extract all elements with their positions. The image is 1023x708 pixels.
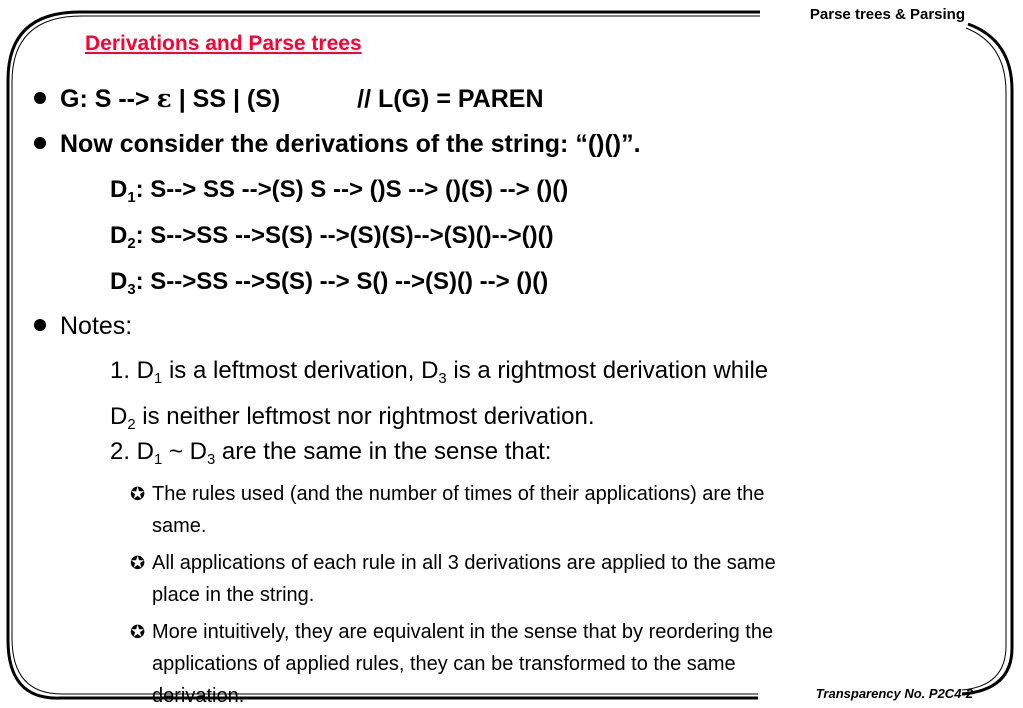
derivation-d1: $D_1$: S--> SS -->(S) S --> ()S --> ()(S) --> ()() bbox=[110, 176, 569, 207]
star-in-circle-icon: ✪ bbox=[130, 622, 146, 642]
notes-heading: Notes: bbox=[60, 312, 133, 340]
sub-point-1: ✪ The rules used (and the number of times of their applications) are the same. bbox=[130, 478, 975, 542]
note-2: 2. $D_1$ ~ $D_3$ are the same in the sense that: bbox=[110, 438, 552, 469]
header-label: Parse trees & Parsing bbox=[809, 6, 965, 23]
derivation-d3: $D_3$: S-->SS -->S(S) --> S() -->(S)() --> ()() bbox=[110, 268, 549, 299]
note-1: 1. $D_1$ is a leftmost derivation, $D_3$ is a rightmost derivation while $D_2$ is neither leftmost nor rightmost derivation. bbox=[110, 357, 769, 434]
filled-circle-bullet-icon bbox=[34, 137, 46, 149]
sub-point-3: ✪ More intuitively, they are equivalent in the sense that by reordering the applications of applied rules, they can be transformed to the same derivation. bbox=[130, 616, 975, 708]
filled-circle-bullet-icon bbox=[34, 319, 46, 331]
filled-circle-bullet-icon bbox=[34, 92, 46, 104]
grammar-lhs: G: S --> bbox=[60, 85, 150, 113]
bullet-grammar bbox=[34, 84, 544, 114]
derivation-d2: $D_2$: S-->SS -->S(S) -->(S)(S)-->(S)()-->()() bbox=[110, 222, 554, 253]
grammar-rhs: | SS | (S) bbox=[178, 85, 281, 113]
grammar-comment: // L(G) = PAREN bbox=[357, 85, 544, 113]
sub-point-2: ✪ All applications of each rule in all 3 derivations are applied to the same place in the string. bbox=[130, 547, 975, 611]
footer-label: Transparency No. P2C4-2 bbox=[815, 686, 973, 701]
epsilon-symbol: ε bbox=[156, 84, 172, 113]
bullet-notes bbox=[34, 312, 132, 341]
slide-title: Derivations and Parse trees bbox=[85, 32, 362, 55]
star-in-circle-icon: ✪ bbox=[130, 484, 146, 504]
bullet-intro bbox=[34, 130, 641, 159]
intro-text: Now consider the derivations of the string: “()()”. bbox=[60, 130, 641, 158]
star-in-circle-icon: ✪ bbox=[130, 553, 146, 573]
